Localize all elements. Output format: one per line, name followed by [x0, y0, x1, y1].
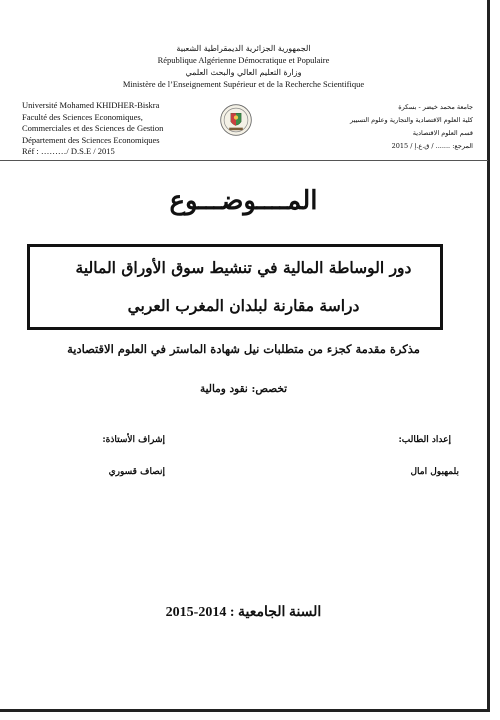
supervisor-label: إشراف الأستاذة:: [102, 435, 165, 445]
republic-french: République Algérienne Démocratique et Populaire: [157, 55, 330, 65]
ministry-french: Ministère de l’Enseignement Supérieur et de la Recherche Scientifique: [122, 79, 365, 89]
university-name-ar: جامعة محمد خيضر - بسكرة: [398, 103, 473, 111]
memo-description: مذكرة مقدمة كجزء من متطلبات نيل شهادة الماستر في العلوم الاقتصادية: [67, 342, 420, 356]
student-label: إعداد الطالب:: [398, 435, 451, 445]
student-name: بلمهبول امال: [410, 467, 459, 477]
republic-arabic: الجمهورية الجزائرية الديمقراطية الشعبية: [176, 44, 311, 53]
university-name-fr: Université Mohamed KHIDHER-Biskra: [22, 100, 160, 110]
department-ar: قسم العلوم الاقتصادية: [412, 129, 473, 137]
reference-ar: المرجع: ....... / ق.ع.إ / 2015: [391, 142, 473, 150]
thesis-subtitle: دراسة مقارنة لبلدان المغرب العربي: [127, 296, 360, 315]
university-logo-icon: [219, 103, 253, 137]
university-info-arabic: [313, 101, 473, 153]
reference-fr: Réf : ………/ D.S.E / 2015: [22, 146, 115, 156]
department-fr: Département des Sciences Economiques: [22, 134, 160, 145]
specialty: تخصص: نقود ومالية: [199, 383, 288, 395]
ministry-arabic: وزارة التعليم العالي والبحث العلمي: [185, 68, 302, 77]
title-frame: [27, 244, 443, 330]
faculty-line-1-fr: Faculté des Sciences Economiques,: [22, 111, 143, 122]
academic-year: السنة الجامعية : 2014-2015: [165, 605, 322, 620]
faculty-line-2-fr: Commerciales et des Sciences de Gestion: [22, 123, 164, 133]
thesis-title: دور الوساطة المالية في تنشيط سوق الأوراق المالية: [75, 258, 412, 277]
faculty-ar: كلية العلوم الاقتصادية والتجارية وعلوم التسيير: [350, 116, 473, 124]
supervisor-name: إنصاف قسوري: [108, 467, 165, 477]
subject-heading: المــــوضـــوع: [169, 186, 318, 216]
header-divider: [0, 160, 488, 161]
university-info-french: [22, 100, 163, 158]
